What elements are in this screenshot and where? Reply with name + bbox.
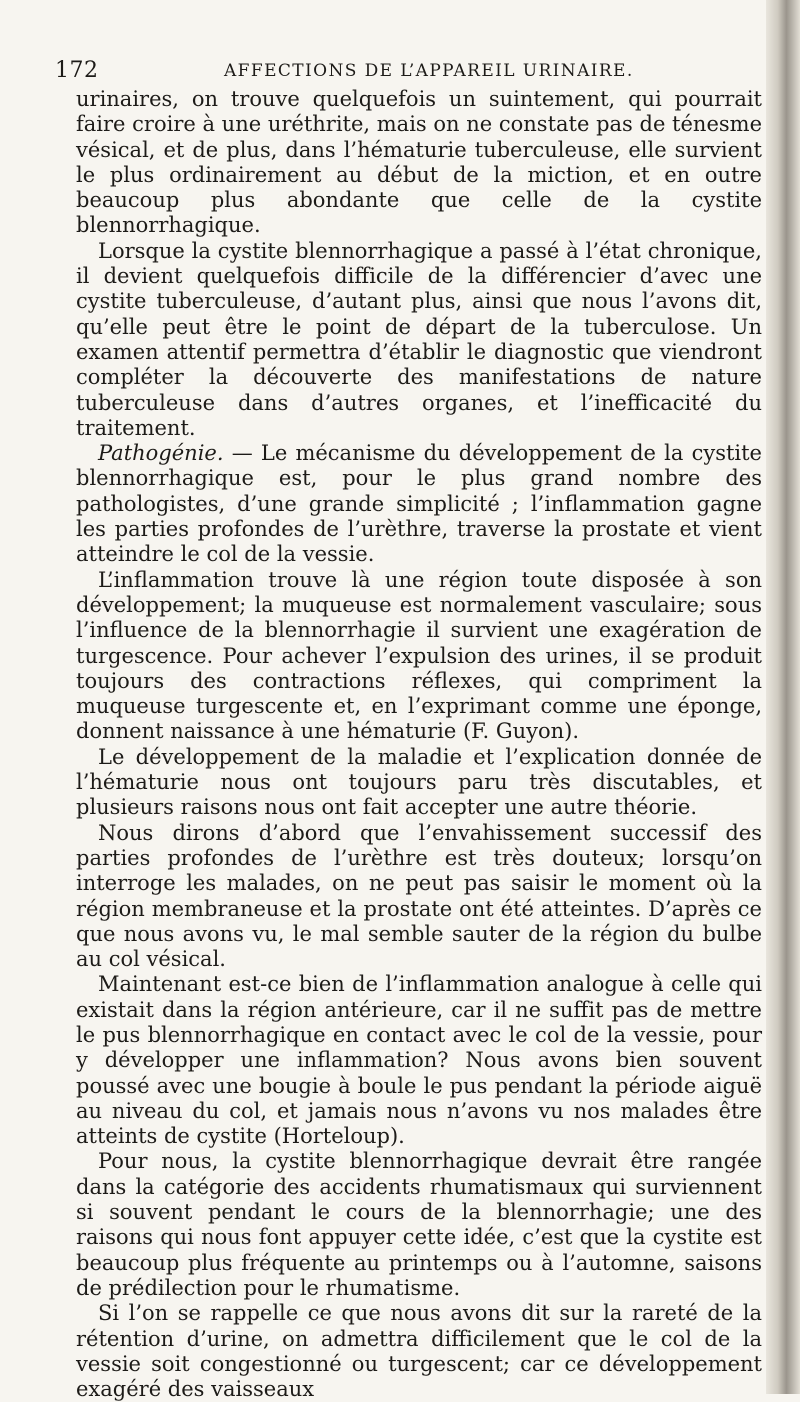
paragraph: urinaires, on trouve quelquefois un suintement, qui pourrait faire croire à une uréthrite, mais on ne constate pas de ténesme vésical, et de plus, dans l’hématurie tuberculeuse, elle survient le plus ordinairement au début de la miction, et en outre beaucoup plus abondante que celle de la cystite blennorrhagique. — [76, 87, 762, 238]
paragraph: Nous dirons d’abord que l’envahissement successif des parties profondes de l’urèthre est très douteux; lorsqu’on interroge les malades, on ne peut pas saisir le moment où la région membraneuse et la prostate ont été atteintes. D’après ce que nous avons vu, le mal semble sauter de la région du bulbe au col vésical. — [76, 820, 762, 972]
paragraph: Pour nous, la cystite blennorrhagique devrait être rangée dans la catégorie des accidents rhumatismaux qui surviennent si souvent pendant le cours de la blennorrhagie; une des raisons qui nous font appuyer cette idée, c’est que la cystite est beaucoup plus fréquente au printemps ou à l’automne, saisons de prédilection pour le rhumatisme. — [76, 1149, 762, 1300]
paragraph: Maintenant est-ce bien de l’inflammation analogue à celle qui existait dans la région antérieure, car il ne suffit pas de mettre le pus blennorrhagique en contact avec le col de la vessie, pour y développer une inflammation? Nous avons bien souvent poussé avec une bougie à boule le pus pendant la période aiguë au niveau du col, et jamais nous n’avons vu nos malades être atteints de cystite (Horteloup). — [76, 972, 762, 1149]
paragraph-pathogenie — [76, 441, 762, 567]
paragraph: Si l’on se rappelle ce que nous avons dit sur la rareté de la rétention d’urine, on admettra difficilement que le col de la vessie soit congestionné ou turgescent; car ce développement exagéré des vaisseaux — [76, 1301, 762, 1402]
paragraph: Le développement de la maladie et l’explication donnée de l’hématurie nous ont toujours paru très discutables, et plusieurs raisons nous ont fait accepter une autre théorie. — [76, 744, 762, 820]
section-heading: Pathogénie. — [98, 441, 224, 466]
running-title: AFFECTIONS DE L’APPAREIL URINAIRE. — [224, 61, 634, 81]
paragraph-text: — Le mécanisme du développement de la cystite blennorrhagique est, pour le plus grand nombre des pathologistes, d’une grande simplicité ; l’inflammation gagne les parties profondes de l’urèthre, traverse la prostate et vient atteindre le col de la vessie. — [76, 441, 762, 567]
body-text — [76, 87, 762, 1402]
paragraph: L’inflammation trouve là une région toute disposée à son développement; la muqueuse est normalement vasculaire; sous l’influence de la blennorrhagie il survient une exagération de turgescence. Pour achever l’expulsion des urines, il se produit toujours des contractions réflexes, qui compriment la muqueuse turgescente et, en l’exprimant comme une éponge, donnent naissance à une hématurie (F. Guyon). — [76, 567, 762, 744]
paragraph: Lorsque la cystite blennorrhagique a passé à l’état chronique, il devient quelquefois difficile de la différencier d’avec une cystite tuberculeuse, d’autant plus, ainsi que nous l’avons dit, qu’elle peut être le point de départ de la tuberculose. Un examen attentif permettra d’établir le diagnostic que viendront compléter la découverte des manifestations de nature tuberculeuse dans d’autres organes, et l’inefficacité du traitement. — [76, 238, 762, 440]
page-edge-shadow — [766, 0, 800, 1394]
page-number: 172 — [55, 58, 99, 83]
